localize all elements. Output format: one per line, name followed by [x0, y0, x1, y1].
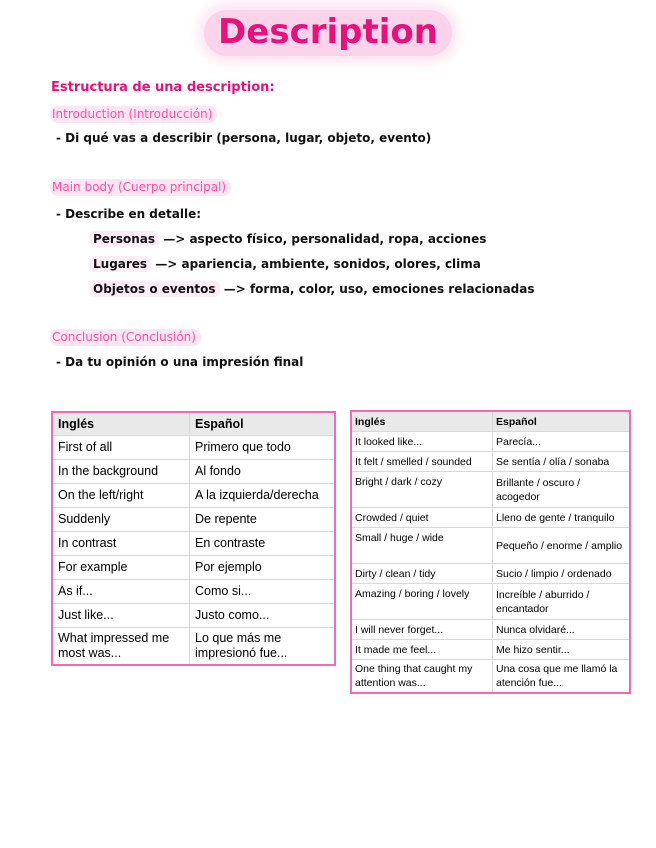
table-row — [52, 580, 335, 604]
cell-english: Small / huge / wide — [351, 528, 493, 564]
cell-english: Just like... — [52, 604, 190, 628]
table-row — [351, 640, 630, 660]
cell-english: One thing that caught my attention was... — [351, 660, 493, 694]
cell-spanish: Sucio / limpio / ordenado — [493, 564, 631, 584]
term-objetos: Objetos o eventos — [89, 281, 220, 297]
cell-spanish: Parecía... — [493, 432, 631, 452]
cell-english: It felt / smelled / sounded — [351, 452, 493, 472]
table-row — [351, 432, 630, 452]
table-header-row — [351, 411, 630, 432]
conclusion-label-text: Conclusion (Conclusión) — [50, 329, 201, 346]
cell-spanish: Por ejemplo — [190, 556, 336, 580]
table-row — [351, 508, 630, 528]
introduction-label — [50, 107, 217, 121]
table-row — [52, 532, 335, 556]
term-personas: Personas — [89, 231, 159, 247]
cell-spanish: Lo que más me impresionó fue... — [190, 628, 336, 666]
cell-spanish: Pequeño / enorme / amplio — [493, 528, 631, 564]
cell-spanish: Como si... — [190, 580, 336, 604]
cell-english: Bright / dark / cozy — [351, 472, 493, 508]
structure-heading: Estructura de una description: — [51, 80, 275, 95]
cell-spanish: A la izquierda/derecha — [190, 484, 336, 508]
cell-english: Dirty / clean / tidy — [351, 564, 493, 584]
table-row — [351, 564, 630, 584]
column-header: Inglés — [52, 412, 190, 436]
page-title — [0, 10, 656, 56]
cell-spanish: Primero que todo — [190, 436, 336, 460]
main-body-item-lugares — [89, 257, 481, 271]
table-row — [52, 508, 335, 532]
cell-spanish: Me hizo sentir... — [493, 640, 631, 660]
cell-english: Amazing / boring / lovely — [351, 584, 493, 620]
main-body-item-personas — [89, 232, 486, 246]
cell-spanish: Se sentía / olía / sonaba — [493, 452, 631, 472]
table-row — [52, 484, 335, 508]
cell-english: It looked like... — [351, 432, 493, 452]
cell-spanish: Brillante / oscuro / acogedor — [493, 472, 631, 508]
conclusion-point: - Da tu opinión o una impresión final — [56, 355, 304, 369]
introduction-label-text: Introduction (Introducción) — [50, 106, 217, 123]
table-row — [351, 472, 630, 508]
vocabulary-table — [350, 410, 631, 694]
desc-lugares: —> apariencia, ambiente, sonidos, olores, clima — [155, 257, 481, 271]
connectors-table — [51, 411, 336, 666]
cell-english: First of all — [52, 436, 190, 460]
table-row — [351, 528, 630, 564]
conclusion-label — [50, 330, 201, 344]
cell-spanish: Nunca olvidaré... — [493, 620, 631, 640]
main-body-intro: - Describe en detalle: — [56, 207, 202, 221]
desc-personas: —> aspecto físico, personalidad, ropa, acciones — [163, 232, 487, 246]
table-row — [351, 660, 630, 694]
table-header-row — [52, 412, 335, 436]
table-row — [52, 460, 335, 484]
main-body-label-text: Main body (Cuerpo principal) — [50, 179, 231, 196]
cell-spanish: De repente — [190, 508, 336, 532]
cell-english: I will never forget... — [351, 620, 493, 640]
column-header: Inglés — [351, 411, 493, 432]
cell-spanish: Justo como... — [190, 604, 336, 628]
table-row — [351, 584, 630, 620]
column-header: Español — [190, 412, 336, 436]
cell-spanish: En contraste — [190, 532, 336, 556]
column-header: Español — [493, 411, 631, 432]
term-lugares: Lugares — [89, 256, 151, 272]
table-row — [52, 436, 335, 460]
cell-english: It made me feel... — [351, 640, 493, 660]
table-row — [52, 556, 335, 580]
desc-objetos: —> forma, color, uso, emociones relacionadas — [223, 282, 535, 296]
cell-english: Crowded / quiet — [351, 508, 493, 528]
cell-english: What impressed me most was... — [52, 628, 190, 666]
cell-spanish: Lleno de gente / tranquilo — [493, 508, 631, 528]
cell-spanish: Una cosa que me llamó la atención fue... — [493, 660, 631, 694]
cell-spanish: Al fondo — [190, 460, 336, 484]
cell-english: As if... — [52, 580, 190, 604]
page-title-text: Description — [204, 10, 452, 56]
cell-english: In contrast — [52, 532, 190, 556]
table-row — [52, 628, 335, 666]
main-body-item-objetos — [89, 282, 535, 296]
cell-english: Suddenly — [52, 508, 190, 532]
cell-english: For example — [52, 556, 190, 580]
cell-english: On the left/right — [52, 484, 190, 508]
table-row — [52, 604, 335, 628]
introduction-point: - Di qué vas a describir (persona, lugar, objeto, evento) — [56, 131, 432, 145]
main-body-label — [50, 180, 231, 194]
cell-english: In the background — [52, 460, 190, 484]
table-row — [351, 452, 630, 472]
cell-spanish: Increíble / aburrido / encantador — [493, 584, 631, 620]
table-row — [351, 620, 630, 640]
